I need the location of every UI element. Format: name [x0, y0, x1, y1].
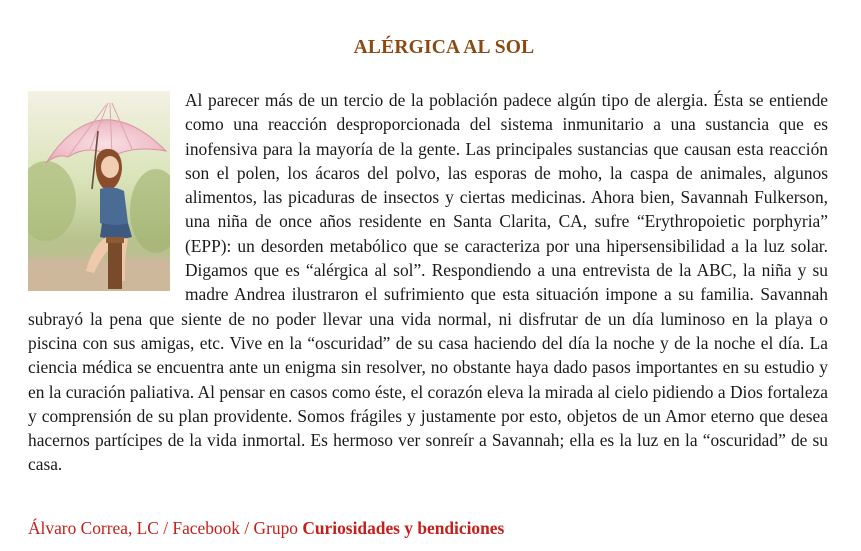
article-title: ALÉRGICA AL SOL — [353, 37, 535, 58]
article-body: Al parecer más de un tercio de la población padece algún tipo de alergia. Ésta se entiende como una reacción desproporcionada del sistema inmunitario a una sustancia que es inofensiva para la mayoría de la gente. Las principales sustancias que causan esta reacción son el polen, los ácaros del polvo, las esporas de moho, la caspa de animales, algunos alimentos, las picaduras de insectos y ciertas medicinas. Ahora bien, Savannah Fulkerson, una niña de once años residente en Santa Clarita, CA, sufre “Erythropoietic porphyria” (EPP): un desorden metabólico que se caracteriza por una hipersensibilidad a la luz solar. Digamos que es “alérgica al sol”. Respondiendo a una entrevista de la ABC, la niña y su madre Andrea ilustraron el sufrimiento que esta situación impone a su familia. Savannah subrayó la pena que siente de no poder llevar una vida normal, ni disfrutar de un día luminoso en la playa o piscina con sus amigas, etc. Vive en la “oscuridad” de su casa haciendo del día la noche y de la noche el día. La ciencia médica se encuentra ante un enigma sin resolver, no obstante haya dado pasos importantes en su estudio y en la curación paliativa. Al pensar en casos como éste, el corazón eleva la mirada al cielo pidiendo a Dios fortaleza y comprensión de su plan providente. Somos frágiles y justamente por esto, objetos de un Amor eterno que desea hacernos partícipes de la vida inmortal. Es hermoso ver sonreír a Savannah; ella es la luz en la “oscuridad” de su casa. — [28, 90, 828, 475]
article-page — [28, 0, 828, 551]
credit-line — [28, 518, 504, 539]
credit-author-source: Álvaro Correa, LC / Facebook / Grupo — [28, 518, 303, 538]
credit-group-name: Curiosidades y bendiciones — [302, 518, 505, 538]
article-text-block — [28, 88, 828, 477]
girl-with-pink-umbrella-photo — [28, 91, 170, 291]
